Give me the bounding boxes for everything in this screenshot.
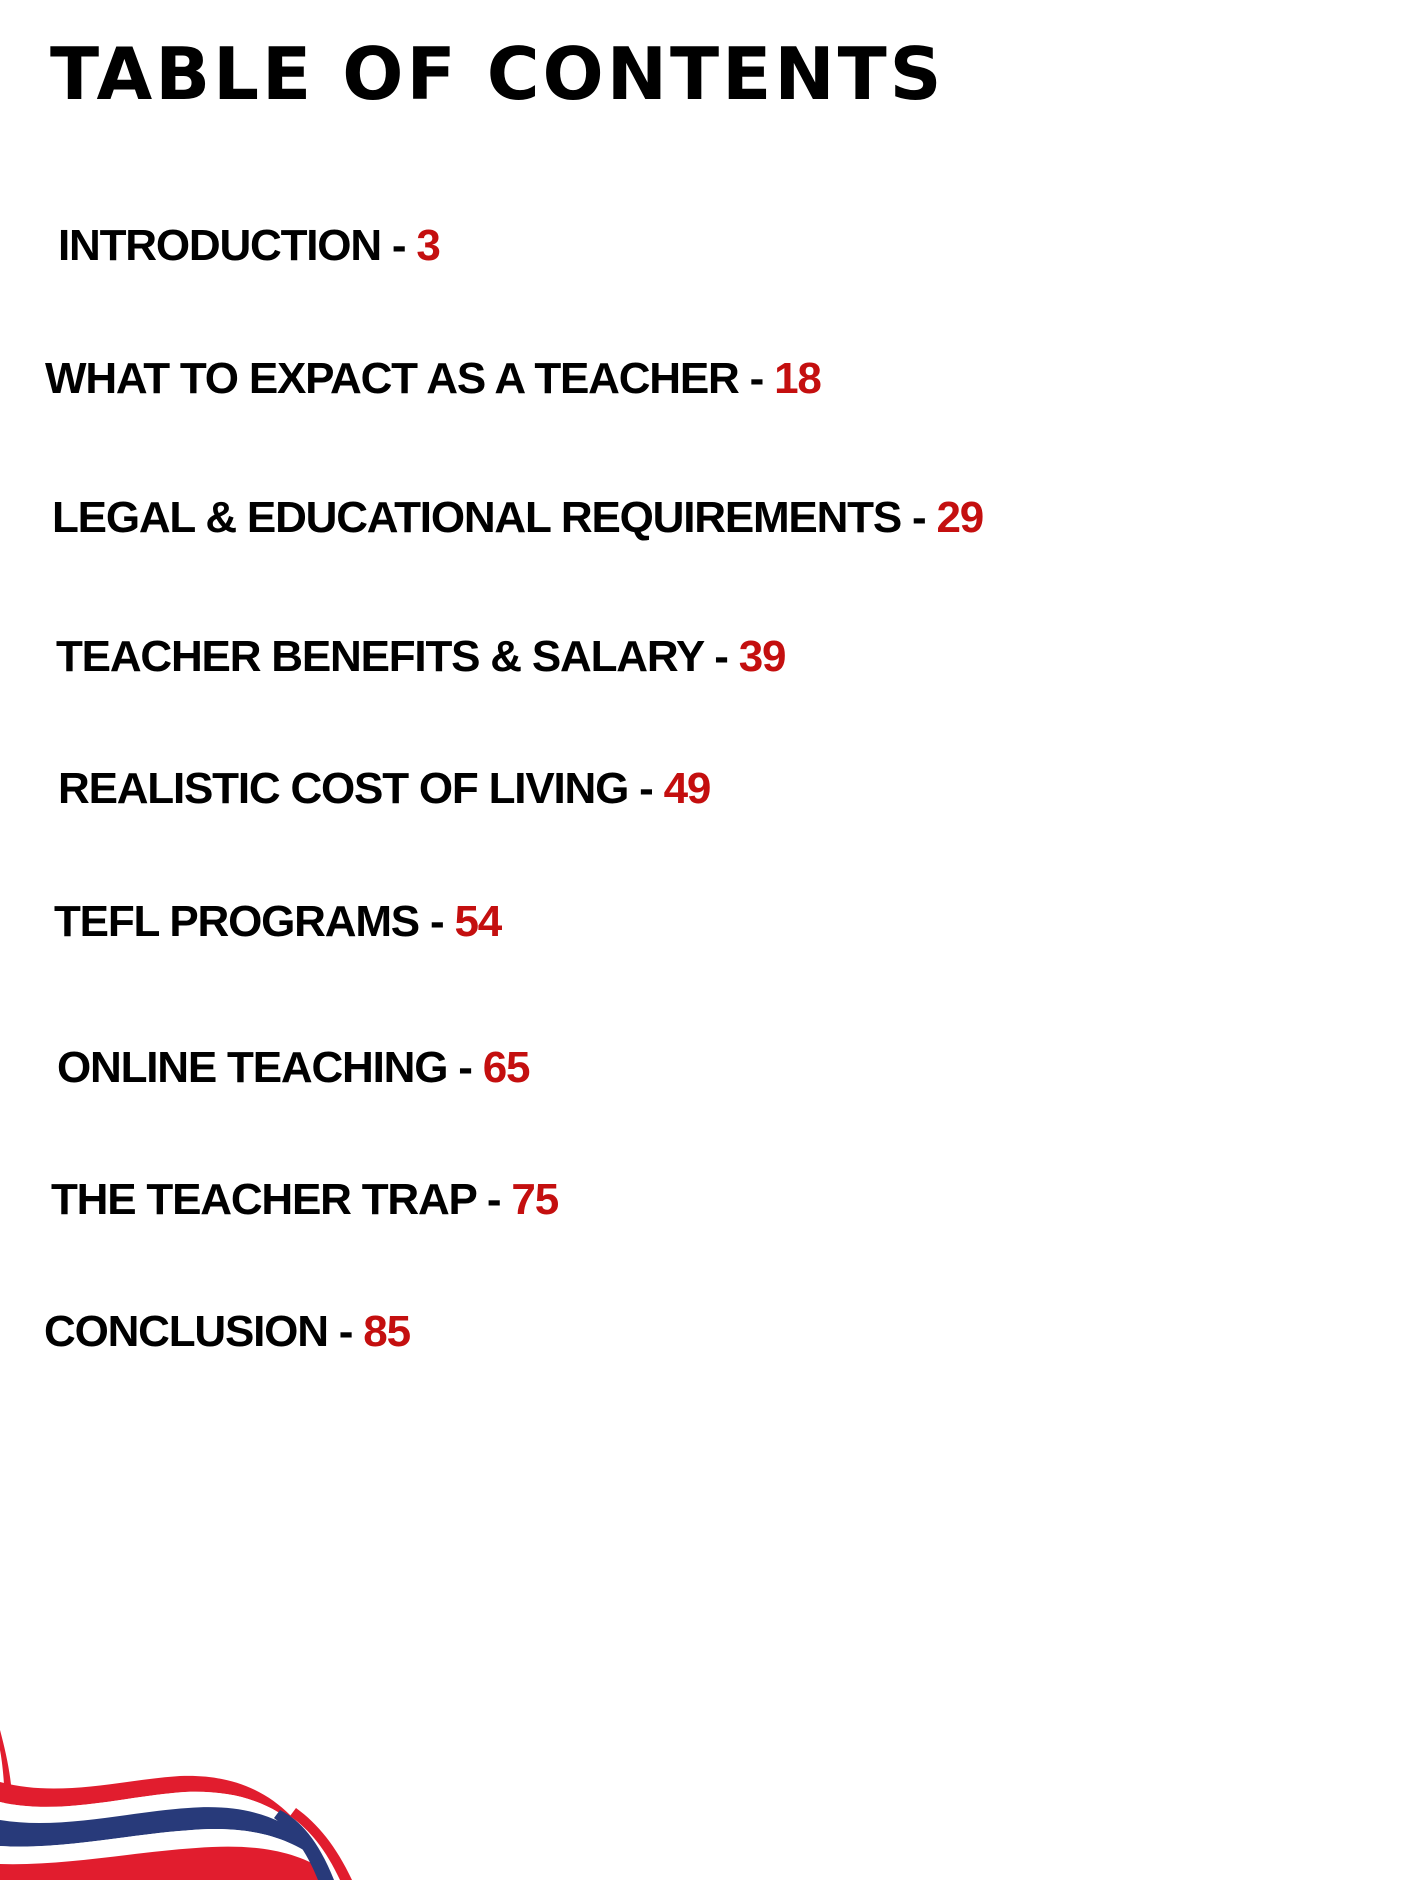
toc-entry-conclusion[interactable] — [44, 1307, 410, 1356]
thai-flag-ribbon — [0, 1720, 380, 1880]
toc-page-number: 85 — [363, 1307, 410, 1356]
toc-page-number: 54 — [454, 897, 501, 946]
toc-page-number: 18 — [774, 354, 821, 403]
toc-page-number: 3 — [416, 221, 440, 270]
toc-separator: - — [380, 221, 417, 270]
toc-entry-label: WHAT TO EXPACT AS A TEACHER — [45, 354, 739, 403]
toc-separator: - — [418, 897, 455, 946]
toc-page-number: 65 — [482, 1043, 530, 1092]
toc-page-number: 39 — [738, 632, 786, 681]
toc-entry-label: THE TEACHER TRAP — [51, 1175, 476, 1224]
toc-entry-online-teaching[interactable] — [57, 1043, 530, 1092]
toc-entry-label: TEFL PROGRAMS — [54, 897, 419, 946]
toc-separator: - — [475, 1175, 512, 1224]
toc-page-number: 29 — [936, 493, 984, 542]
toc-entry-label: LEGAL & EDUCATIONAL REQUIREMENTS — [52, 493, 901, 542]
toc-entry-label: ONLINE TEACHING — [57, 1043, 448, 1092]
toc-page-number: 75 — [511, 1175, 558, 1224]
toc-entry-label: CONCLUSION — [44, 1307, 328, 1356]
toc-entry-tefl-programs[interactable] — [54, 897, 501, 946]
toc-entry-label: REALISTIC COST OF LIVING — [58, 764, 629, 813]
toc-entry-what-to-expect[interactable] — [45, 354, 821, 403]
toc-separator: - — [327, 1307, 364, 1356]
toc-separator: - — [447, 1043, 483, 1092]
toc-entry-teacher-trap[interactable] — [51, 1175, 558, 1224]
toc-separator: - — [900, 493, 937, 542]
toc-entry-cost-of-living[interactable] — [58, 764, 711, 813]
toc-separator: - — [703, 632, 739, 681]
toc-entry-legal-requirements[interactable] — [52, 493, 984, 542]
toc-separator: - — [738, 354, 775, 403]
page-title: TABLE OF CONTENTS — [50, 32, 945, 116]
toc-separator: - — [628, 764, 664, 813]
toc-page-number: 49 — [663, 764, 711, 813]
toc-entry-benefits-salary[interactable] — [56, 632, 786, 681]
toc-entry-introduction[interactable] — [58, 221, 440, 270]
toc-entry-label: INTRODUCTION — [58, 221, 381, 270]
toc-entry-label: TEACHER BENEFITS & SALARY — [56, 632, 704, 681]
